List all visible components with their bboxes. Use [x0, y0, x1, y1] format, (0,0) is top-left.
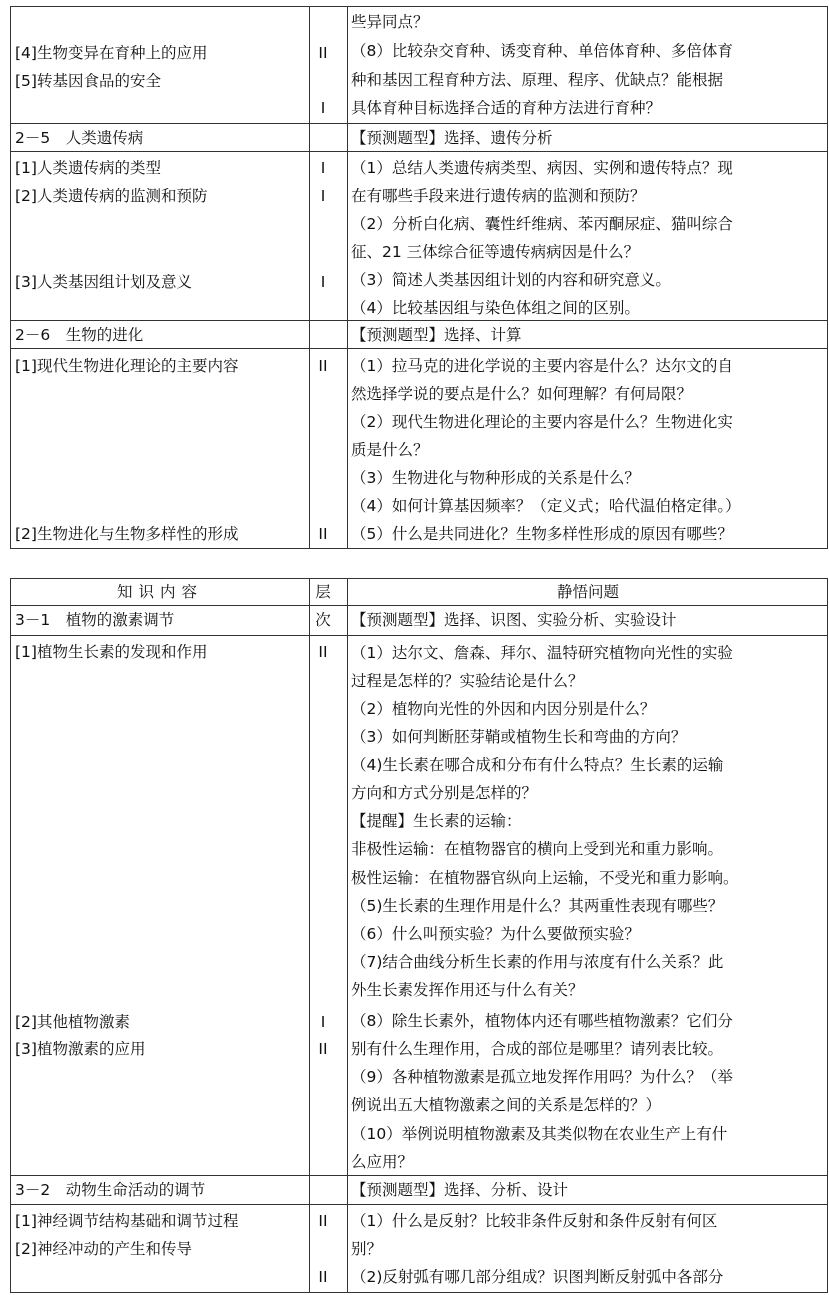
topic-cell: [1]现代生物进化理论的主要内容 — [15, 357, 239, 375]
header-level: 次 — [315, 611, 331, 629]
level-cell: II — [318, 357, 328, 375]
header-questions: 静悟问题 — [556, 583, 619, 601]
question-line: （6）什么叫预实验？为什么要做预实验？ — [351, 925, 640, 943]
row-divider — [11, 1204, 827, 1205]
row-divider — [11, 605, 347, 606]
topic-cell: [3]植物激素的应用 — [15, 1040, 146, 1058]
question-line: （1）拉马克的进化学说的主要内容是什么？达尔文的自 — [351, 357, 733, 375]
row-divider — [11, 348, 827, 349]
question-line: 质是什么？ — [351, 441, 429, 459]
question-line: 在有哪些手段来进行遗传病的监测和预防？ — [351, 187, 646, 205]
question-line: （4)生长素在哪合成和分布有什么特点？生长素的运输 — [351, 756, 724, 774]
row-divider — [11, 635, 827, 636]
level-cell: II — [318, 525, 328, 543]
question-line: （5)生长素的生理作用是什么？其两重性表现有哪些？ — [351, 897, 724, 915]
predict-label: 【预测题型】选择、分析、设计 — [351, 1181, 569, 1199]
topic-cell: [5]转基因食品的安全 — [15, 72, 161, 90]
question-line: 【提醒】生长素的运输： — [351, 812, 522, 830]
question-line: 别？ — [351, 1240, 383, 1258]
level-cell: II — [318, 643, 328, 661]
question-line: 别有什么生理作用，合成的部位是哪里？请列表比较。 — [351, 1040, 724, 1058]
question-line: 具体育种目标选择合适的育种方法进行育种？ — [351, 99, 662, 117]
predict-label: 【预测题型】选择、计算 — [351, 326, 522, 344]
question-line: 外生长素发挥作用还与什么有关？ — [351, 981, 584, 999]
topic-cell: [1]人类遗传病的类型 — [15, 159, 161, 177]
level-cell: I — [320, 99, 326, 117]
level-cell: II — [318, 1040, 328, 1058]
question-line: （3）如何判断胚芽鞘或植物生长和弯曲的方向？ — [351, 728, 687, 746]
question-line: 过程是怎样的？实验结论是什么？ — [351, 672, 584, 690]
question-line: （10）举例说明植物激素及其类似物在农业生产上有什 — [351, 1125, 728, 1143]
question-line: （3）生物进化与物种形成的关系是什么？ — [351, 469, 640, 487]
row-divider — [11, 1175, 827, 1176]
topic-cell: [2]生物进化与生物多样性的形成 — [15, 525, 239, 543]
question-line: （3）简述人类基因组计划的内容和研究意义。 — [351, 271, 671, 289]
question-line: 征、21 三体综合征等遗传病病因是什么？ — [351, 243, 640, 261]
header-knowledge: 知识内容 — [116, 583, 203, 601]
question-line: （2)反射弧有哪几部分组成？识图判断反射弧中各部分 — [351, 1268, 724, 1286]
question-line: 然选择学说的要点是什么？如何理解？有何局限？ — [351, 385, 693, 403]
question-line: （1）什么是反射？比较非条件反射和条件反射有何区 — [351, 1212, 718, 1230]
level-cell: II — [318, 44, 328, 62]
section-title: 2－5 人类遗传病 — [15, 129, 144, 147]
question-line: （2）分析白化病、囊性纤维病、苯丙酮尿症、猫叫综合 — [351, 215, 733, 233]
level-cell: I — [320, 187, 326, 205]
column-divider — [309, 7, 310, 548]
column-divider — [347, 579, 348, 1292]
question-line: 例说出五大植物激素之间的关系是怎样的？） — [351, 1096, 662, 1114]
row-divider — [11, 151, 827, 152]
question-line: 方向和方式分别是怎样的？ — [351, 784, 538, 802]
level-cell: I — [320, 273, 326, 291]
level-cell: II — [318, 1268, 328, 1286]
question-line: （2）现代生物进化理论的主要内容是什么？生物进化实 — [351, 413, 733, 431]
question-line: 种和基因工程育种方法、原理、程序、优缺点？能根据 — [351, 71, 724, 89]
table-1 — [10, 6, 828, 549]
question-line: （1）总结人类遗传病类型、病因、实例和遗传特点？现 — [351, 159, 733, 177]
topic-cell: [2]神经冲动的产生和传导 — [15, 1240, 192, 1258]
question-line: （2）植物向光性的外因和内因分别是什么？ — [351, 700, 656, 718]
topic-cell: [2]其他植物激素 — [15, 1013, 130, 1031]
row-divider — [347, 605, 827, 606]
topic-cell: [3]人类基因组计划及意义 — [15, 273, 192, 291]
question-line: 非极性运输：在植物器官的横向上受到光和重力影响。 — [351, 840, 724, 858]
predict-label: 【预测题型】选择、识图、实验分析、实验设计 — [351, 611, 677, 629]
column-divider — [309, 579, 310, 1292]
section-title: 2－6 生物的进化 — [15, 326, 144, 344]
question-line: （7)结合曲线分析生长素的作用与浓度有什么关系？此 — [351, 953, 724, 971]
topic-cell: [4]生物变异在育种上的应用 — [15, 44, 208, 62]
question-line: （1）达尔文、詹森、拜尔、温特研究植物向光性的实验 — [351, 644, 733, 662]
topic-cell: [1]神经调节结构基础和调节过程 — [15, 1212, 239, 1230]
header-level: 层 — [315, 583, 331, 601]
level-cell: I — [320, 1013, 326, 1031]
question-line: （8）比较杂交育种、诱变育种、单倍体育种、多倍体育 — [351, 42, 733, 60]
question-line: （8）除生长素外，植物体内还有哪些植物激素？它们分 — [351, 1012, 733, 1030]
question-line: 么应用？ — [351, 1153, 414, 1171]
section-title: 3－1 植物的激素调节 — [15, 611, 175, 629]
level-cell: II — [318, 1212, 328, 1230]
question-line: （4）比较基因组与染色体组之间的区别。 — [351, 299, 640, 317]
column-divider — [347, 7, 348, 548]
level-cell: I — [320, 159, 326, 177]
row-divider — [11, 123, 827, 124]
section-title: 3－2 动物生命活动的调节 — [15, 1181, 206, 1199]
topic-cell: [2]人类遗传病的监测和预防 — [15, 187, 208, 205]
question-line: （9）各种植物激素是孤立地发挥作用吗？为什么？（举 — [351, 1068, 733, 1086]
question-line: 些异同点？ — [351, 13, 429, 31]
question-line: （5）什么是共同进化？生物多样性形成的原因有哪些？ — [351, 525, 733, 543]
predict-label: 【预测题型】选择、遗传分析 — [351, 129, 553, 147]
question-line: 极性运输：在植物器官纵向上运输，不受光和重力影响。 — [351, 869, 739, 887]
question-line: （4）如何计算基因频率？（定义式；哈代温伯格定律。） — [351, 497, 741, 515]
table-2 — [10, 578, 828, 1293]
topic-cell: [1]植物生长素的发现和作用 — [15, 643, 208, 661]
